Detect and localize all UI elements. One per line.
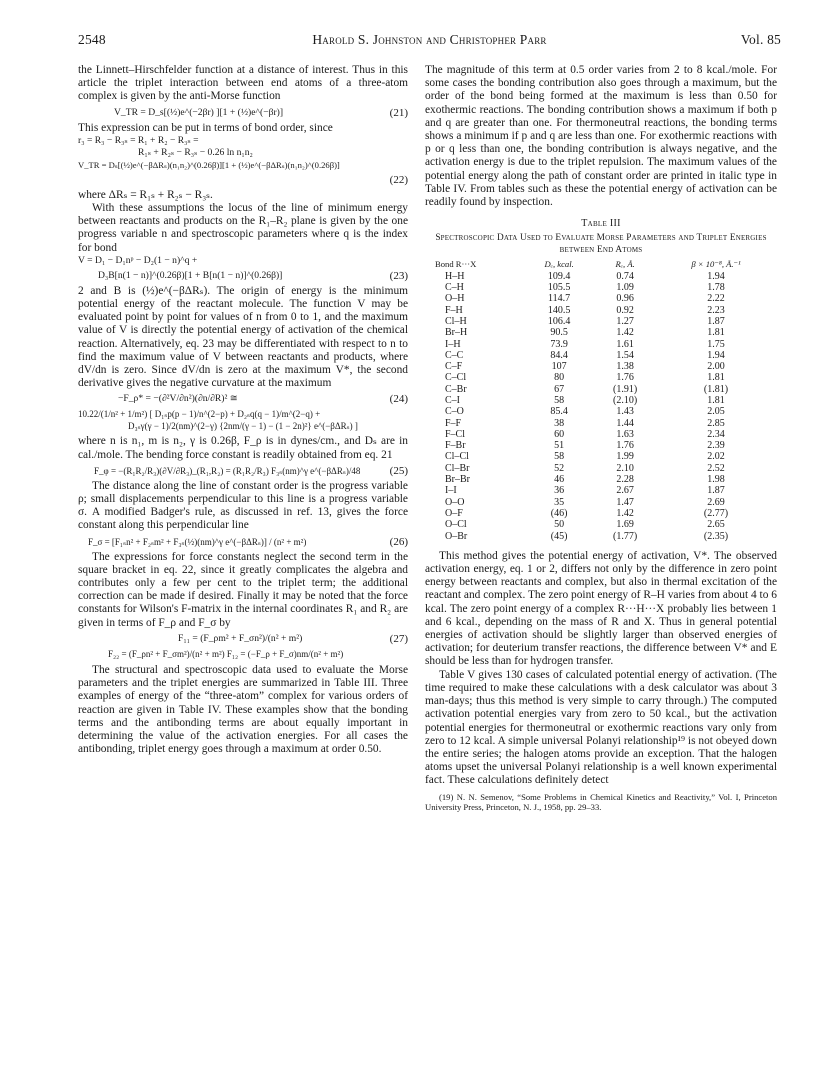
table-cell: Br–Br (445, 474, 470, 486)
table-cell: 1.75 (707, 338, 725, 350)
table-cell: 2.00 (707, 361, 725, 373)
table-cell: 1.87 (707, 315, 725, 327)
table-cell: 2.69 (707, 496, 725, 508)
table-cell: 60 (554, 428, 565, 440)
paragraph: This expression can be put in terms of bond order, since (78, 121, 333, 134)
table-cell: 1.81 (707, 372, 725, 384)
table-cell: F–H (445, 304, 463, 316)
column-header: β × 10⁻⁸, Å.⁻¹ (691, 259, 741, 270)
table-cell: 80 (554, 372, 565, 384)
table-cell: (2.10) (613, 395, 638, 406)
table-cell: 90.5 (550, 327, 568, 339)
table-cell: 36 (554, 485, 565, 497)
table-cell: 2.52 (707, 462, 725, 474)
paragraph: The expressions for force constants neglect the second term in the square bracket in eq. 22, since it greatly complicates the algebra and contributes only a few per cent to the triplet term; the additional correction can be made if desired. Finally it may be noted that the force constants for Wilson's F-matrix in the internal coordinates R₁ and R₂ are given in terms of F_ρ and F_σ by (78, 550, 408, 629)
table-cell: 67 (554, 383, 565, 395)
table-cell: 2.39 (707, 440, 725, 452)
table-cell: Cl–H (445, 315, 467, 327)
equation-26 (78, 536, 408, 548)
paragraph: where ΔRₛ = R₁ₛ + R₂ₛ − R₃ₛ. (78, 188, 213, 201)
table-cell: 109.4 (547, 270, 571, 282)
table-row (425, 327, 777, 338)
equation-number: (26) (389, 535, 408, 548)
table-row (425, 519, 777, 530)
table-title: Table III (581, 218, 621, 230)
table-cell: Cl–Br (445, 462, 470, 474)
table-cell: I–H (445, 338, 461, 350)
table-cell: 2.05 (707, 406, 725, 418)
table-cell: 84.4 (550, 349, 568, 361)
table-cell: 1.76 (616, 372, 634, 384)
table-cell: 2.65 (707, 519, 725, 531)
table-cell: (1.91) (613, 383, 638, 395)
table-cell: 1.43 (616, 406, 634, 418)
table-row (425, 531, 777, 542)
equation-number: (23) (389, 269, 408, 282)
table-cell: 2.02 (707, 451, 725, 463)
equation-text: F_σ = [F₁ₛn² + F₂ₛm² + F₃ₛ(½)(nm)^γ e^(−βΔRₛ)] / (n² + m²) (88, 536, 307, 547)
column-header: Dₑ, kcal. (544, 259, 574, 270)
table-row (425, 305, 777, 316)
equation-text: r₃ = R₃ − R₃ₛ = R₁ + R₂ − R₃ₛ = (78, 134, 199, 146)
table-row (425, 271, 777, 282)
table-cell: C–O (445, 406, 464, 418)
equation-text: F_φ = −(R₁R₂/R₃)(∂V/∂R₃)_(R₁,R₂) = (R₁R₂/R₃) F₃ₛ(nm)^γ e^(−βΔRₛ)/48 (94, 465, 361, 476)
table-row (425, 293, 777, 304)
equation-text: F₁₁ = (F_ρm² + F_σn²)/(n² + m²) (178, 632, 303, 644)
table-row (425, 440, 777, 451)
table-row (425, 350, 777, 361)
table-row (425, 361, 777, 372)
equation-27 (78, 633, 408, 645)
equation-24 (78, 393, 408, 405)
left-column (78, 64, 408, 756)
page-number: 2548 (78, 32, 106, 47)
table-cell: 1.44 (616, 417, 634, 429)
table-iii (425, 259, 777, 541)
table-cell: O–O (445, 496, 465, 508)
table-cell: F–F (445, 417, 462, 429)
paragraph: This method gives the potential energy of activation, V*. The observed activation energy, eq. 1 or 2, differs not only by the difference in zero point energy between reactants and complex, but also in thermal excitation of the reactant and complex. The zero point energy of R–H varies from about 4 to 6 kcal. The zero point energy of a complex R···H···X probably lies between 1 and 6 kcal., depending on the mass of R and X. Thus in general potential energies of activation should be slightly larger than observed energies of activation; for deuterium transfer reactions, the difference between V* and E should be less than for hydrogen transfer. (425, 549, 777, 668)
table-cell: Br–H (445, 327, 468, 339)
table-cell: C–Cl (445, 372, 467, 384)
table-row (425, 474, 777, 485)
table-row (425, 508, 777, 519)
table-cell: (46) (550, 507, 568, 519)
equation-21 (78, 107, 408, 119)
table-cell: 1.81 (707, 327, 725, 339)
table-cell: 51 (554, 440, 565, 452)
table-cell: (2.77) (703, 507, 729, 519)
table-cell: 1.99 (616, 451, 634, 463)
table-cell: 114.7 (548, 293, 571, 305)
table-row (425, 282, 777, 293)
paragraph: The structural and spectroscopic data used to evaluate the Morse parameters and the triplet energies are summarized in Table III. Three examples of energy of the “three-atom” complex for various orders of reaction are given in Table IV. These examples show that the bonding terms and the antibonding terms are about equally important in determining the value of the activation energies. For all cases the antibonding, triplet energy goes through a maximum at order 0.50. (78, 663, 408, 756)
table-header-row (425, 259, 777, 270)
table-cell: 1.09 (616, 282, 634, 294)
table-row (425, 497, 777, 508)
table-cell: Cl–Cl (445, 451, 469, 463)
table-cell: 1.27 (616, 315, 634, 327)
equation-text: V_TR = Dₛ[(½)e^(−βΔRₛ)(n₁n₂)^(0.26β)][1 + (½)e^(−βΔRₛ)(n₁n₂)^(0.26β)] (78, 159, 340, 170)
table-cell: 1.76 (616, 440, 634, 452)
table-cell: C–I (445, 395, 460, 406)
volume-number: Vol. 85 (740, 32, 781, 47)
table-cell: O–F (445, 507, 463, 519)
equation-text: D₃B[n(1 − n)]^(0.26β)[1 + B[n(1 − n)]^(0.26β)] (98, 269, 283, 281)
table-cell: 0.92 (616, 304, 634, 316)
equation-number: (22) (389, 173, 408, 186)
table-cell: (1.81) (703, 383, 729, 395)
table-cell: 1.42 (616, 327, 634, 339)
table-cell: 2.28 (616, 474, 634, 486)
table-cell: 1.69 (616, 519, 634, 531)
table-row (425, 463, 777, 474)
table-row (425, 384, 777, 395)
table-row (425, 451, 777, 462)
equation-text: V_TR = D_s[(½)e^(−2βr) ][1 + (½)e^(−βr)] (114, 106, 284, 118)
table-cell: O–Br (445, 530, 468, 542)
table-cell: 107 (551, 361, 567, 373)
paragraph: Table V gives 130 cases of calculated potential energy of activation. (The time required to make these calculations with a desk calculator was about 3 man-days; thus this method is very simple to carry through.) The computed activation potential energies vary from zero to 50 kcal., but the activation potential energies for thermoneutral or exothermic reactions vary only from zero to 12 kcal. A simple universal Polanyi relationship¹⁹ is not obeyed down the entire series; the halogen atoms provide an exception. That the halogen atoms upset the universal Polanyi relationship is a well known experimental fact. These calculations definitely detect (425, 668, 777, 787)
equation-text: −F_ρ* = −(∂²V/∂n²)(∂n/∂R)² ≅ (118, 393, 238, 405)
running-header-authors: Harold S. Johnston and Christopher Parr (312, 32, 547, 47)
paragraph: The distance along the line of constant order is the progress variable ρ; small displacements perpendicular to this line is a progress variable σ. A modified Badger's rule, as discussed in ref. 13, gives the force constant along this perpendicular line (78, 479, 408, 532)
table-cell: 1.94 (707, 349, 725, 361)
table-cell: 2.34 (707, 428, 725, 440)
table-cell: 1.38 (616, 361, 634, 373)
equation-22 (78, 174, 408, 186)
equation-text: V = D₁ − D₁nᵖ − D₂(1 − n)^q + (78, 254, 198, 266)
paragraph: the Linnett–Hirschfelder function at a distance of interest. Thus in this article the triplet interaction between end atoms of a three-atom complex is given by the anti-Morse function (78, 64, 408, 103)
table-cell: 73.9 (550, 338, 568, 350)
table-cell: F–Br (445, 440, 466, 452)
equation-text: F₂₂ = (F_ρn² + F_σm²)/(n² + m²) F₁₂ = (−F_ρ + F_σ)nm/(n² + m²) (108, 648, 344, 659)
table-cell: 1.87 (707, 485, 725, 497)
table-cell: 1.54 (616, 349, 634, 361)
table-cell: (1.77) (613, 530, 638, 542)
paragraph: The magnitude of this term at 0.5 order varies from 2 to 8 kcal./mole. For some cases the bonding contribution also goes through a maximum, but the order of the bond being formed at the maximum is less than 0.50 for exothermic reactions. The bonding contribution shows a maximum if both p and q are greater than one. For thermoneutral reactions, the bonding terms shows a minimum if p and q are less than one. For exothermic reactions with p or q less than one, the bonding contribution is always negative, and the activation energy is due to the triplet repulsion. The maximum values of the potential energy along the path of constant order are printed in italic type in Table IV. From tables such as these the potential energy of activation can be readily found by inspection. (425, 64, 777, 209)
table-row (425, 339, 777, 350)
column-header: Rₑ, Å. (615, 259, 635, 270)
running-header (78, 32, 781, 50)
table-cell: 1.42 (616, 507, 634, 519)
equation-number: (25) (389, 464, 408, 477)
table-cell: 35 (554, 496, 565, 508)
table-cell: 106.4 (547, 315, 571, 327)
column-header: Bond R···X (435, 259, 477, 270)
table-row (425, 485, 777, 496)
table-cell: 1.61 (616, 338, 634, 350)
right-column (425, 64, 777, 813)
table-cell: O–H (445, 293, 465, 305)
equation-number: (24) (389, 393, 408, 406)
table-cell: 50 (554, 519, 565, 531)
table-row (425, 429, 777, 440)
table-row (425, 395, 777, 406)
table-cell: 0.96 (616, 293, 634, 305)
table-cell: 105.5 (547, 282, 571, 294)
table-cell: 58 (554, 395, 565, 406)
paragraph: 2 and B is (½)e^(−βΔRₛ). The origin of energy is the minimum potential energy of the reactant molecule. The function V may be evaluated point by point for values of n from 0 to 1, and the maximum value of V is directly the potential energy of activation of the chemical reaction. Alternatively, eq. 23 may be differentiated with respect to n to find the maximum value of V between reactants and products, where dV/dn is zero. Since dV/dn is zero at the maximum V*, the second derivative gives the negative curvature at the maximum (78, 284, 408, 390)
equation-text: R₁ₛ + R₂ₛ − R₃ₛ − 0.26 ln n₁n₂ (138, 146, 253, 158)
table-cell: 2.10 (616, 462, 634, 474)
table-cell: 1.94 (707, 270, 725, 282)
equation-text: D₃ₛγ(γ − 1)/2(nm)^(2−γ) {2nm/(γ − 1) − (1 − 2n)²} e^(−βΔRₛ) ] (128, 421, 358, 432)
table-cell: 2.23 (707, 304, 725, 316)
table-cell: (2.35) (703, 530, 729, 542)
table-row (425, 316, 777, 327)
table-cell: 1.78 (707, 282, 725, 294)
table-cell: 2.85 (707, 417, 725, 429)
table-row (425, 418, 777, 429)
equation-text: 10.22/(1/n² + 1/m²) [ D₁ₛp(p − 1)/n^(2−p) + D₂ₛq(q − 1)/m^(2−q) + (78, 409, 321, 420)
table-cell: 1.98 (707, 474, 725, 486)
table-cell: 0.74 (616, 270, 634, 282)
paragraph: With these assumptions the locus of the line of minimum energy between reactants and products on the R₁–R₂ plane is given by the one progress variable n and spectroscopic parameters where q is the index for bond (78, 202, 408, 254)
table-row (425, 406, 777, 417)
table-cell: H–H (445, 270, 465, 282)
table-cell: C–F (445, 361, 463, 373)
table-cell: 52 (554, 462, 565, 474)
table-cell: 2.22 (707, 293, 725, 305)
table-cell: C–Br (445, 383, 467, 395)
table-cell: 140.5 (547, 304, 571, 316)
table-cell: 38 (554, 417, 565, 429)
equation-number: (27) (389, 632, 408, 645)
table-cell: O–Cl (445, 519, 467, 531)
table-body (425, 271, 777, 542)
equation-number: (21) (389, 106, 408, 119)
table-cell: F–Cl (445, 428, 466, 440)
table-cell: 1.63 (616, 428, 634, 440)
paragraph: where n is n₁, m is n₂, γ is 0.26β, F_ρ is in dynes/cm., and Dₛ are in cal./mole. The bending force constant is readily obtained from eq. 21 (78, 435, 408, 461)
table-cell: 58 (554, 451, 565, 463)
table-cell: 1.81 (707, 395, 725, 406)
table-caption: Spectroscopic Data Used to Evaluate Morse Parameters and Triplet Energies between End Atoms (435, 233, 767, 256)
table-cell: 1.47 (616, 496, 634, 508)
equation-23 (78, 270, 408, 282)
table-cell: C–C (445, 349, 464, 361)
table-cell: I–I (445, 485, 457, 497)
table-cell: 2.67 (616, 485, 634, 497)
table-cell: 85.4 (550, 406, 568, 418)
table-row (425, 372, 777, 383)
table-cell: C–H (445, 282, 464, 294)
table-cell: 46 (554, 474, 565, 486)
equation-25 (78, 465, 408, 477)
table-cell: (45) (550, 530, 568, 542)
footnote: (19) N. N. Semenov, “Some Problems in Chemical Kinetics and Reactivity,” Vol. I, Princeton University Press, Princeton, N. J., 1958, pp. 29–33. (425, 791, 777, 813)
